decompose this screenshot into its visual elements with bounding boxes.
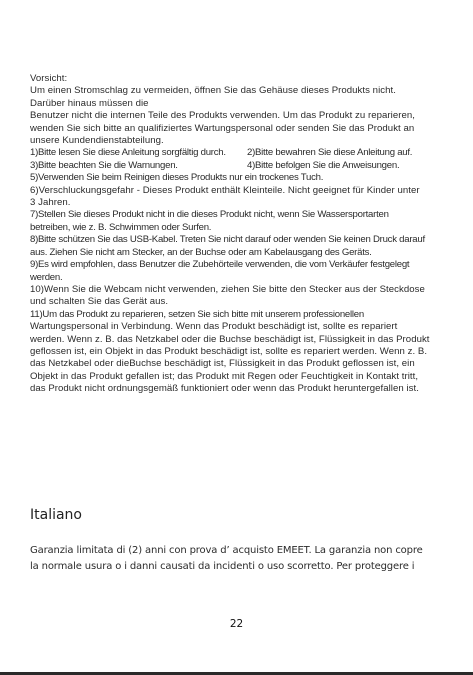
instruction-item-11-cont: Objekt in das Produkt gefallen ist; das Produkt mit Regen oder Feuchtigkeit in Kontakt tritt, [30, 370, 419, 382]
instruction-item-10-cont: und schalten Sie das Gerät aus. [30, 296, 169, 308]
instruction-item-8: 8)Bitte schützen Sie das USB-Kabel. Treten Sie nicht darauf oder wenden Sie keinen Druck darauf [30, 234, 425, 246]
body-line: Benutzer nicht die internen Teile des Produkts verwenden. Um das Produkt zu reparieren, [30, 110, 415, 122]
instruction-item-1: 1)Bitte lesen Sie diese Anleitung sorgfältig durch. [30, 147, 226, 159]
instruction-row-1-2 [30, 147, 448, 159]
instruction-item-8-cont: aus. Ziehen Sie nicht am Stecker, an der Buchse oder am Kabelausgang des Geräts. [30, 246, 372, 258]
body-line: unsere Kundendienstabteilung. [30, 135, 164, 147]
instruction-item-7: 7)Stellen Sie dieses Produkt nicht in die dieses Produkt nicht, wenn Sie Wassersportarten [30, 209, 389, 221]
italian-section-heading: Italiano [30, 507, 82, 523]
instruction-item-5: 5)Verwenden Sie beim Reinigen dieses Produkts nur ein trockenes Tuch. [30, 172, 324, 184]
italian-warranty-section [30, 543, 448, 576]
german-safety-section [30, 73, 448, 396]
instruction-item-9: 9)Es wird empfohlen, dass Benutzer die Zubehörteile verwenden, die vom Verkäufer festgelegt [30, 259, 410, 271]
instruction-item-4: 4)Bitte befolgen Sie die Anweisungen. [247, 159, 400, 171]
instruction-item-9-cont: werden. [30, 271, 63, 283]
instruction-item-6: 6)Verschluckungsgefahr - Dieses Produkt enthält Kleinteile. Nicht geeignet für Kinder unter [30, 184, 420, 196]
warranty-line: Garanzia limitata di (2) anni con prova d’ acquisto EMEET. La garanzia non copre [30, 545, 423, 556]
page-number: 22 [229, 618, 244, 630]
instruction-item-11-cont: das Netzkabel oder dieBuchse beschädigt ist, Flüssigkeit in das Produkt geflossen ist, ein [30, 358, 415, 370]
instruction-item-11-cont: das Produkt nicht ordnungsgemäß funktioniert oder wenn das Produkt heruntergefallen ist. [30, 383, 419, 395]
instruction-item-7-cont: betreiben, wie z. B. Schwimmen oder Surfen. [30, 221, 212, 233]
instruction-row-3-4 [30, 160, 448, 172]
body-line: wenden Sie sich bitte an qualifiziertes Wartungspersonal oder senden Sie das Produkt an [30, 122, 415, 134]
instruction-item-11-cont: werden. Wenn z. B. das Netzkabel oder die Buchse beschädigt ist, Flüssigkeit in das Produkt [30, 333, 430, 345]
warranty-line: la normale usura o i danni causati da incidenti o uso scorretto. Per proteggere i [30, 561, 415, 573]
body-line: Darüber hinaus müssen die [30, 97, 149, 109]
instruction-item-2: 2)Bitte bewahren Sie diese Anleitung auf. [247, 147, 413, 159]
instruction-item-3: 3)Bitte beachten Sie die Warnungen. [30, 159, 178, 171]
body-line: Um einen Stromschlag zu vermeiden, öffnen Sie das Gehäuse dieses Produkts nicht. [30, 85, 396, 97]
instruction-item-11-cont: Wartungspersonal in Verbindung. Wenn das Produkt beschädigt ist, sollte es repariert [30, 321, 398, 333]
instruction-item-11: 11)Um das Produkt zu reparieren, setzen Sie sich bitte mit unserem professionellen [30, 308, 364, 320]
instruction-item-6-cont: 3 Jahren. [30, 197, 71, 209]
caution-heading: Vorsicht: [30, 73, 68, 84]
instruction-item-11-cont: geflossen ist, ein Objekt in das Produkt beschädigt ist, sollte es repariert werden. Wenn z. B. [30, 345, 428, 357]
instruction-item-10: 10)Wenn Sie die Webcam nicht verwenden, ziehen Sie bitte den Stecker aus der Steckdose [30, 283, 425, 295]
